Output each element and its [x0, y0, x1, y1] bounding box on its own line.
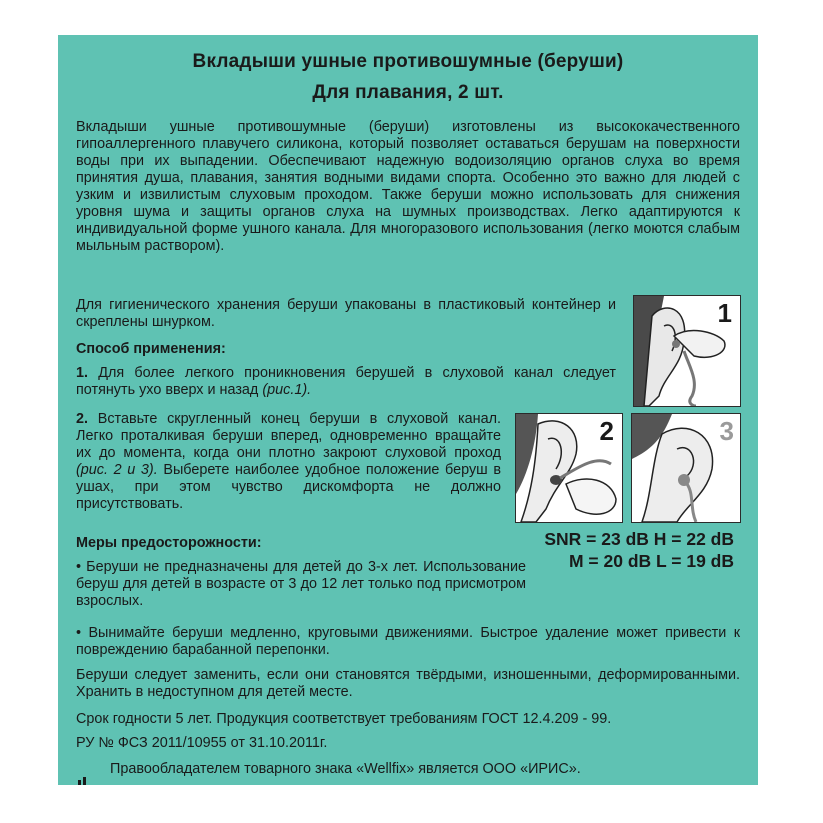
step-2-text-b: Выберете наиболее удобное положение беруш в ушах, при этом чувство дискомфорта не должно присутствовать.	[76, 462, 501, 512]
snr-rating-line1: SNR = 23 dB H = 22 dB	[544, 529, 734, 549]
step-1	[76, 365, 616, 399]
product-label-card	[58, 35, 758, 785]
step-2-text-a: Вставьте скругленный конец беруши в слуховой канал. Легко проталкивая беруши вперед, одновременно вращайте их до момента, когда они плотно закроют слуховой проход	[76, 411, 502, 461]
storage-paragraph: Для гигиенического хранения беруши упакованы в пластиковый контейнер и скреплены шнурком.	[76, 297, 616, 330]
figure-3-inserted	[631, 413, 741, 523]
usage-heading: Способ применения:	[76, 341, 226, 357]
step-1-number: 1.	[76, 365, 89, 381]
figure-1-label: 1	[717, 298, 732, 328]
brand-mark-icon	[78, 777, 92, 785]
step-2-number: 2.	[76, 411, 89, 427]
figure-3-label: 3	[719, 416, 734, 446]
step-2	[76, 411, 501, 513]
figure-2-label: 2	[599, 416, 614, 446]
intro-paragraph: Вкладыши ушные противошумные (беруши) изготовлены из высококачественного гипоаллергенного плавучего силикона, который позволяет оставаться берушам на поверхности воды при их выпадении. Обеспечивают надежную водоизоляцию органов слуха во время принятия душа, плавания, занятия водными видами спорта. Особенно это важно для людей с узким и извилистым слуховым проходом. Также беруши можно использовать для снижения уровня шума и защиты органов слуха на шумных производствах. Легко адаптируются к индивидуальной форме ушного канала. Для многоразового использования (легко моются слабым мыльным раствором).	[76, 119, 740, 254]
precautions-heading: Меры предосторожности:	[76, 535, 262, 551]
step-1-text: Для более легкого проникновения берушей в слуховой канал следует потянуть ухо вверх и назад	[76, 365, 617, 398]
step-1-figure-ref: (рис.1).	[262, 382, 312, 398]
product-subtitle: Для плавания, 2 шт.	[312, 82, 504, 103]
snr-rating-line2: M = 20 dB L = 19 dB	[568, 551, 734, 571]
replace-paragraph: Беруши следует заменить, если они становятся твёрдыми, изношенными, деформированными. Хранить в недоступном для детей месте.	[76, 667, 740, 700]
figure-2-insert	[515, 413, 623, 523]
registration-number: РУ № ФСЗ 2011/10955 от 31.10.2011г.	[76, 735, 328, 751]
figure-1-pull-ear	[633, 295, 741, 407]
step-2-figure-ref: (рис. 2 и 3).	[76, 462, 158, 478]
precaution-1: • Беруши не предназначены для детей до 3-х лет. Использование беруш для детей в возрасте от 3 до 12 лет только под присмотром взрослых.	[76, 559, 526, 609]
trademark-notice: Правообладателем товарного знака «Wellfix» является ООО «ИРИС».	[110, 761, 581, 777]
shelf-life: Срок годности 5 лет. Продукция соответствует требованиям ГОСТ 12.4.209 - 99.	[76, 711, 612, 727]
precaution-2: • Вынимайте беруши медленно, круговыми движениями. Быстрое удаление может привести к повреждению барабанной перепонки.	[76, 625, 740, 658]
product-title: Вкладыши ушные противошумные (беруши)	[192, 51, 624, 72]
